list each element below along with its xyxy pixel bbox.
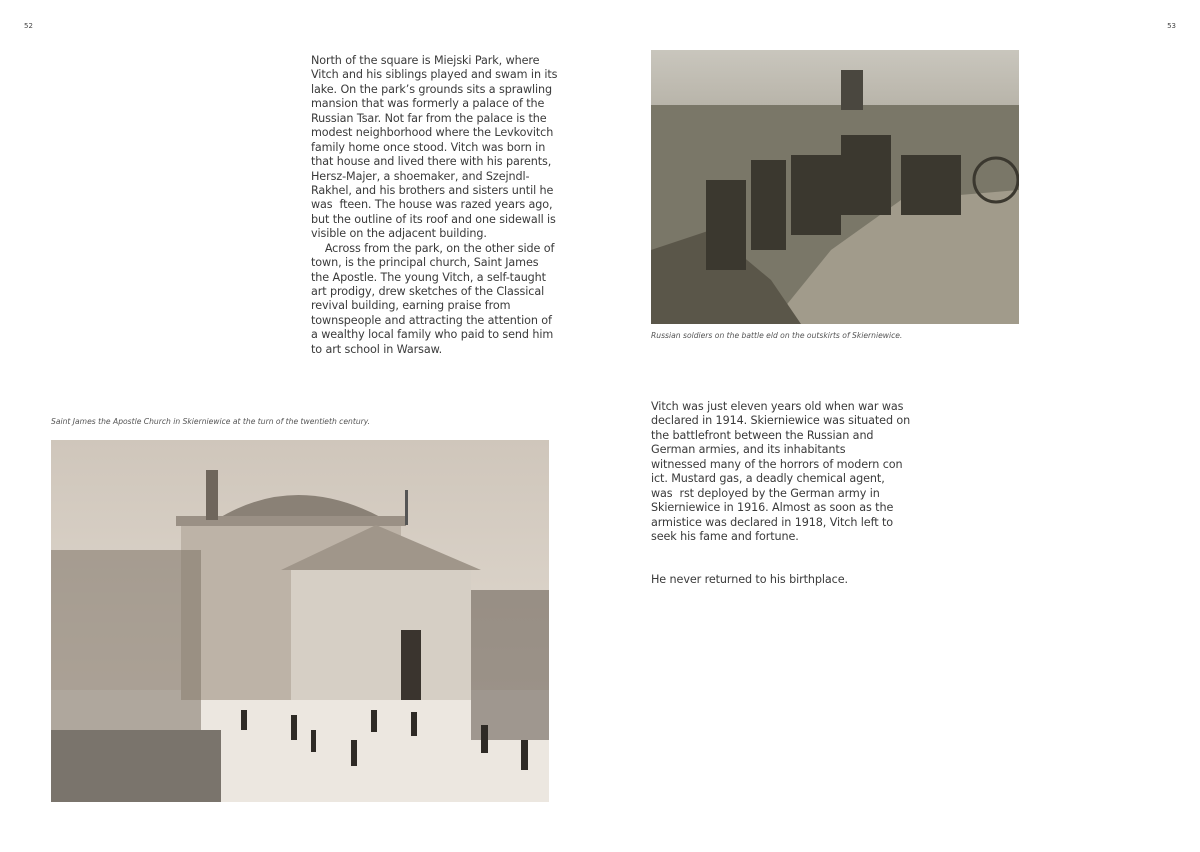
- text-line: declared in 1914. Skierniewice was situated on: [651, 414, 911, 428]
- text-line: North of the square is Miejski Park, where: [311, 54, 540, 67]
- text-line: armistice was declared in 1918, Vitch left to: [651, 515, 894, 529]
- text-line: was rst deployed by the German army in: [651, 486, 880, 500]
- text-line: seek his fame and fortune.: [651, 529, 799, 543]
- text-line: a wealthy local family who paid to send him: [311, 328, 554, 342]
- text-line: townspeople and attracting the attention of: [311, 313, 552, 327]
- text-line: ict. Mustard gas, a deadly chemical agent,: [651, 472, 885, 486]
- closing-line: He never returned to his birthplace.: [651, 573, 848, 586]
- church-photo: [51, 440, 549, 802]
- text-line: the battlefront between the Russian and: [651, 428, 874, 442]
- church-photo-caption: Saint James the Apostle Church in Skierniewice at the turn of the twentieth century.: [51, 417, 371, 426]
- text-line: the Apostle. The young Vitch, a self-taught: [311, 270, 546, 284]
- text-line: to art school in Warsaw.: [311, 342, 443, 356]
- soldiers-photo-caption: Russian soldiers on the battle eld on the outskirts of Skierniewice.: [651, 331, 903, 340]
- right-body-text: [651, 400, 910, 544]
- text-line: revival building, earning praise from: [311, 299, 511, 313]
- text-line: that house and lived there with his parents,: [311, 155, 552, 169]
- text-line: modest neighborhood where the Levkovitch: [311, 126, 554, 140]
- text-line: art prodigy, drew sketches of the Classical: [311, 285, 545, 298]
- text-line: lake. On the park’s grounds sits a sprawling: [311, 82, 553, 96]
- left-body-text: [311, 54, 557, 357]
- text-line: Russian Tsar. Not far from the palace is the: [311, 111, 547, 125]
- text-line: was fteen. The house was razed years ago,: [311, 198, 553, 212]
- text-line: Skierniewice in 1916. Almost as soon as the: [651, 501, 894, 515]
- page-number-right: 53: [1167, 22, 1176, 30]
- text-line: Hersz-Majer, a shoemaker, and Szejndl-: [311, 169, 530, 183]
- text-line: Rakhel, and his brothers and sisters until he: [311, 183, 554, 197]
- text-line: Vitch and his siblings played and swam in its: [311, 68, 558, 82]
- soldiers-photo: [651, 50, 1019, 324]
- text-line: town, is the principal church, Saint James: [311, 256, 539, 270]
- text-line: witnessed many of the horrors of modern con: [651, 457, 903, 471]
- text-line: Vitch was just eleven years old when war was: [651, 400, 904, 413]
- text-line: mansion that was formerly a palace of the: [311, 97, 545, 111]
- page-number-left: 52: [24, 22, 33, 30]
- text-line: Across from the park, on the other side of: [311, 241, 555, 255]
- text-line: visible on the adjacent building.: [311, 227, 487, 241]
- text-line: German armies, and its inhabitants: [651, 443, 846, 457]
- text-line: but the outline of its roof and one sidewall is: [311, 212, 556, 226]
- text-line: family home once stood. Vitch was born in: [311, 140, 546, 154]
